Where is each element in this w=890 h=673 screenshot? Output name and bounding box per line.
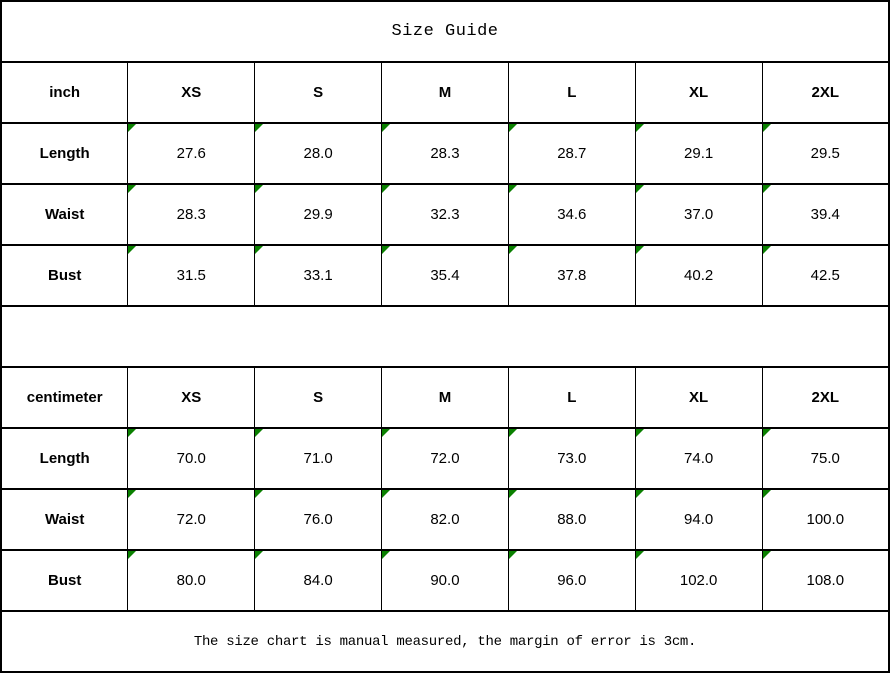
cell-value: 76.0 (303, 511, 333, 528)
cell-value: 32.3 (430, 206, 460, 223)
cell-value: 34.6 (557, 206, 587, 223)
cell-value: 28.0 (303, 145, 333, 162)
cell-value: 40.2 (684, 267, 714, 284)
cell-flag-marker (509, 185, 517, 193)
col-header-xl: XL (635, 367, 762, 428)
cell-flag-marker (763, 246, 771, 254)
cell-flag-marker (763, 124, 771, 132)
cell-flag-marker (255, 551, 263, 559)
cell-flag-marker (509, 551, 517, 559)
cell-value: 72.0 (430, 450, 460, 467)
size-value-cell (762, 184, 889, 245)
size-value-cell (255, 428, 382, 489)
cell-flag-marker (763, 185, 771, 193)
row-label-length: Length (1, 428, 128, 489)
cell-value: 74.0 (684, 450, 714, 467)
cell-flag-marker (128, 490, 136, 498)
col-header-l: L (508, 367, 635, 428)
size-value-cell (382, 184, 509, 245)
cell-value: 96.0 (557, 572, 587, 589)
size-value-cell (508, 489, 635, 550)
cell-value: 42.5 (810, 267, 840, 284)
cell-flag-marker (382, 490, 390, 498)
inch-bust-row (1, 245, 889, 306)
inch-waist-row (1, 184, 889, 245)
size-value-cell (382, 245, 509, 306)
col-header-xl: XL (635, 62, 762, 123)
inch-header-row (1, 62, 889, 123)
cell-flag-marker (763, 429, 771, 437)
cell-flag-marker (128, 246, 136, 254)
size-value-cell (762, 245, 889, 306)
cell-value: 72.0 (176, 511, 206, 528)
col-header-xs: XS (128, 367, 255, 428)
size-value-cell (128, 489, 255, 550)
row-label-waist: Waist (1, 489, 128, 550)
col-header-m: M (382, 62, 509, 123)
col-header-s: S (255, 62, 382, 123)
size-value-cell (635, 428, 762, 489)
cell-value: 27.6 (176, 145, 206, 162)
cell-value: 82.0 (430, 511, 460, 528)
size-value-cell (128, 550, 255, 611)
unit-label-centimeter: centimeter (1, 367, 128, 428)
size-value-cell (382, 550, 509, 611)
cell-flag-marker (128, 185, 136, 193)
col-header-2xl: 2XL (762, 367, 889, 428)
page-title: Size Guide (1, 1, 889, 62)
cell-flag-marker (509, 246, 517, 254)
row-label-bust: Bust (1, 550, 128, 611)
cell-flag-marker (763, 551, 771, 559)
cell-value: 71.0 (303, 450, 333, 467)
cell-flag-marker (509, 490, 517, 498)
row-label-waist: Waist (1, 184, 128, 245)
cell-flag-marker (382, 551, 390, 559)
size-value-cell (255, 184, 382, 245)
cell-flag-marker (382, 429, 390, 437)
cell-flag-marker (382, 185, 390, 193)
size-value-cell (382, 428, 509, 489)
unit-label-inch: inch (1, 62, 128, 123)
size-value-cell (762, 123, 889, 184)
centimeter-waist-row (1, 489, 889, 550)
centimeter-header-row (1, 367, 889, 428)
cell-value: 28.3 (430, 145, 460, 162)
cell-value: 84.0 (303, 572, 333, 589)
cell-value: 37.8 (557, 267, 587, 284)
cell-value: 31.5 (176, 267, 206, 284)
cell-value: 29.1 (684, 145, 714, 162)
cell-value: 90.0 (430, 572, 460, 589)
cell-value: 94.0 (684, 511, 714, 528)
cell-flag-marker (128, 124, 136, 132)
centimeter-length-row (1, 428, 889, 489)
cell-flag-marker (509, 124, 517, 132)
footer-note: The size chart is manual measured, the margin of error is 3cm. (1, 611, 889, 672)
cell-flag-marker (255, 246, 263, 254)
row-label-bust: Bust (1, 245, 128, 306)
cell-flag-marker (128, 551, 136, 559)
size-value-cell (128, 245, 255, 306)
size-value-cell (508, 550, 635, 611)
size-value-cell (508, 184, 635, 245)
cell-value: 70.0 (176, 450, 206, 467)
cell-flag-marker (636, 124, 644, 132)
size-value-cell (762, 428, 889, 489)
size-value-cell (635, 550, 762, 611)
col-header-2xl: 2XL (762, 62, 889, 123)
section-divider (1, 306, 889, 367)
size-value-cell (382, 123, 509, 184)
cell-value: 33.1 (303, 267, 333, 284)
cell-value: 88.0 (557, 511, 587, 528)
col-header-m: M (382, 367, 509, 428)
size-value-cell (128, 428, 255, 489)
cell-value: 75.0 (810, 450, 840, 467)
spacer-row (1, 306, 889, 367)
size-value-cell (128, 184, 255, 245)
cell-flag-marker (636, 429, 644, 437)
cell-value: 29.5 (810, 145, 840, 162)
size-value-cell (508, 245, 635, 306)
size-value-cell (128, 123, 255, 184)
cell-value: 39.4 (810, 206, 840, 223)
cell-flag-marker (763, 490, 771, 498)
size-value-cell (635, 245, 762, 306)
cell-flag-marker (636, 185, 644, 193)
size-value-cell (762, 550, 889, 611)
cell-value: 28.7 (557, 145, 587, 162)
cell-value: 102.0 (679, 572, 718, 589)
footer-row (1, 611, 889, 672)
size-value-cell (255, 550, 382, 611)
cell-value: 80.0 (176, 572, 206, 589)
inch-length-row (1, 123, 889, 184)
col-header-s: S (255, 367, 382, 428)
cell-flag-marker (382, 124, 390, 132)
cell-flag-marker (255, 185, 263, 193)
cell-flag-marker (255, 429, 263, 437)
size-value-cell (508, 123, 635, 184)
title-row (1, 1, 889, 62)
col-header-l: L (508, 62, 635, 123)
cell-flag-marker (636, 551, 644, 559)
size-value-cell (635, 489, 762, 550)
cell-value: 35.4 (430, 267, 460, 284)
cell-value: 29.9 (303, 206, 333, 223)
size-value-cell (255, 123, 382, 184)
cell-value: 28.3 (176, 206, 206, 223)
size-value-cell (635, 184, 762, 245)
cell-flag-marker (636, 246, 644, 254)
cell-value: 100.0 (806, 511, 845, 528)
size-value-cell (382, 489, 509, 550)
size-value-cell (762, 489, 889, 550)
cell-flag-marker (128, 429, 136, 437)
size-value-cell (635, 123, 762, 184)
cell-flag-marker (255, 124, 263, 132)
size-value-cell (255, 245, 382, 306)
size-value-cell (255, 489, 382, 550)
col-header-xs: XS (128, 62, 255, 123)
cell-flag-marker (509, 429, 517, 437)
centimeter-bust-row (1, 550, 889, 611)
cell-flag-marker (636, 490, 644, 498)
cell-value: 37.0 (684, 206, 714, 223)
cell-value: 108.0 (806, 572, 845, 589)
row-label-length: Length (1, 123, 128, 184)
size-value-cell (508, 428, 635, 489)
cell-flag-marker (382, 246, 390, 254)
cell-value: 73.0 (557, 450, 587, 467)
cell-flag-marker (255, 490, 263, 498)
